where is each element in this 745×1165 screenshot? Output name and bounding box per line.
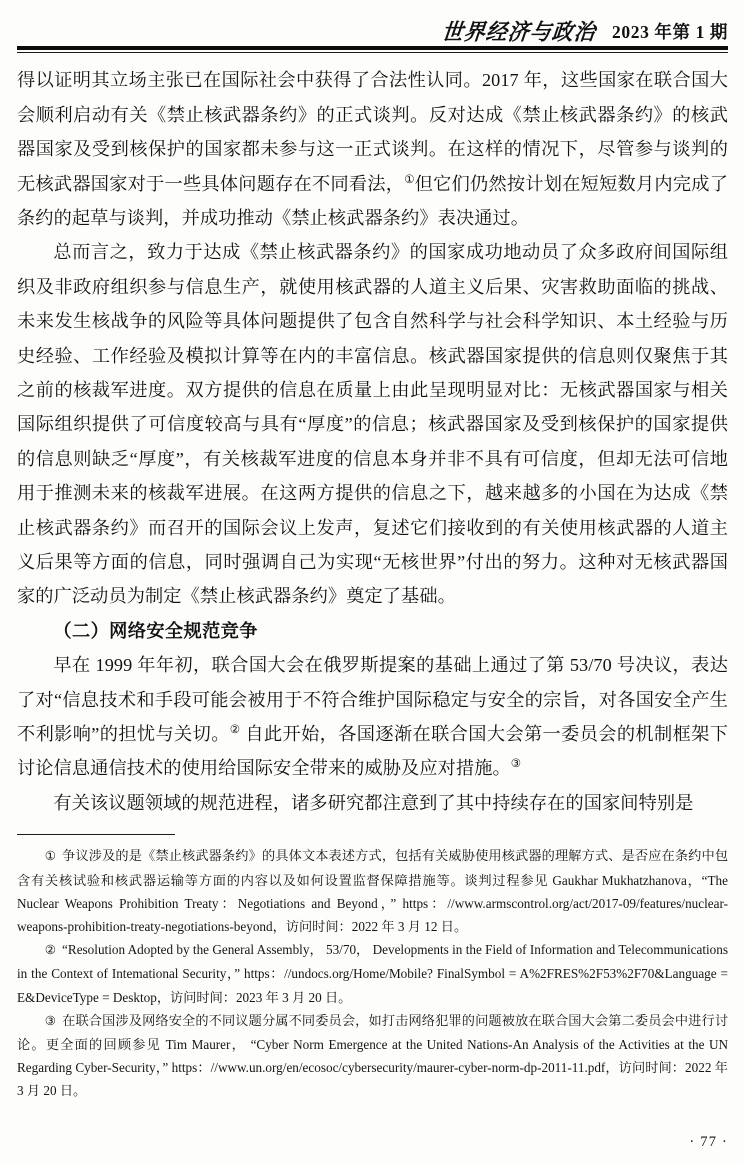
paragraph-2: 总而言之，致力于达成《禁止核武器条约》的国家成功地动员了众多政府间国际组织及非政府组织参与信息生产，就使用核武器的人道主义后果、灾害救助面临的挑战、未来发生核战争的风险等具体问题提供了包含自然科学与社会科学知识、本土经验与历史经验、工作经验及模拟计算等在内的丰富信息。核武器国家提供的信息则仅聚焦于其之前的核裁军进度。双方提供的信息在质量上由此呈现明显对比：无核武器国家与相关国际组织提供了可信度较高与具有“厚度”的信息；核武器国家及受到核保护的国家提供的信息则缺乏“厚度”，有关核裁军进度的信息本身并非不具有可信度，但却无法可信地用于推测未来的核裁军进展。在这两方提供的信息之下，越来越多的小国在为达成《禁止核武器条约》而召开的国际会议上发声，复述它们接收到的有关使用核武器的人道主义后果等方面的信息，同时强调自己为实现“无核世界”付出的努力。这种对无核武器国家的广泛动员为制定《禁止核武器条约》奠定了基础。 bbox=[17, 242, 728, 607]
footnote-marker: ③ bbox=[44, 1013, 57, 1028]
footnote-text: “Resolution Adopted by the General Assembly， 53/70， Developments in the Field of Information and Telecommunications in the Context of Intemational Security，” https：//undocs.org/Home/Mobile? FinalSymbol = A%2FRES%2F53%2F70&Language = E&DeviceType = Desktop，访问时间：2023 年 3 月 20 日。 bbox=[17, 942, 728, 1005]
paragraph-3-part2: 自此开始，各国逐渐在联合国大会第一委员会的机制框架下讨论信息通信技术的使用给国际安全带来的威胁及应对措施。 bbox=[17, 724, 729, 779]
footnote-item bbox=[17, 938, 728, 1009]
paragraph-1-text: 得以证明其立场主张已在国际社会中获得了合法性认同。2017 年，这些国家在联合国大会顺利启动有关《禁止核武器条约》的正式谈判。反对达成《禁止核武器条约》的核武器国家及受到核保护的国家都未参与这一正式谈判。在这样的情况下，尽管参与谈判的无核武器国家对于一些具体问题存在不同看法， bbox=[17, 70, 728, 194]
footnotes-block bbox=[17, 844, 728, 1102]
paragraph-3 bbox=[17, 648, 728, 786]
footnote-separator-rule bbox=[17, 834, 175, 835]
footnote-item bbox=[17, 844, 728, 938]
footnote-ref-2[interactable]: ② bbox=[229, 723, 241, 736]
footnote-ref-1[interactable]: ① bbox=[404, 173, 415, 186]
page-number: · 77 · bbox=[689, 1134, 728, 1150]
footnote-text: 在联合国涉及网络安全的不同议题分属不同委员会，如打击网络犯罪的问题被放在联合国大会第二委员会中进行讨论。更全面的回顾参见 Tim Maurer， “Cyber Norm Emergence at the United Nations-An Analysis of the Activities at the UN Regarding Cyber-Security，” https：//www.un.org/en/ecosoc/cybersecurity/maurer-cyber-norm-dp-2011-11.pdf，访问时间：2022 年 3 月 20 日。 bbox=[17, 1012, 729, 1099]
issue-label: 2023 年第 1 期 bbox=[612, 21, 728, 42]
paragraph-4: 有关该议题领域的规范进程，诸多研究都注意到了其中持续存在的国家间特别是 bbox=[53, 792, 694, 813]
body-text bbox=[17, 63, 728, 820]
paragraph-1-tail: 但它们仍然按计划在短短数月内完成了条约的起草与谈判，并成功推动《禁止核武器条约》表决通过。 bbox=[17, 173, 728, 228]
footnote-item bbox=[17, 1009, 728, 1103]
paragraph-3-part1: 早在 1999 年年初，联合国大会在俄罗斯提案的基础上通过了第 53/70 号决议，表达了对“信息技术和手段可能会被用于不符合维护国际稳定与安全的宗旨，对各国安全产生不利影响”的担忧与关切。 bbox=[17, 655, 728, 745]
footnote-marker: ② bbox=[44, 943, 57, 958]
section-heading: （二）网络安全规范竞争 bbox=[53, 620, 258, 641]
journal-logo: 世界经济与政治 bbox=[440, 18, 598, 45]
header-rule-thick bbox=[17, 46, 728, 50]
paragraph-continued bbox=[17, 63, 728, 235]
header-rule-thin bbox=[17, 52, 728, 53]
running-head bbox=[17, 0, 728, 44]
footnote-text: 争议涉及的是《禁止核武器条约》的具体文本表述方式，包括有关威胁使用核武器的理解方式、是否应在条约中包含有关核试验和核武器运输等方面的内容以及如何设置监督保障措施等。谈判过程参见 Gaukhar Mukhatzhanova，“The Nuclear Weapons Prohibition Treaty：Negotiations and Beyond，” https：//www.armscontrol.org/act/2017-09/features/nuclear-weapons-prohibition-treaty-negotiations-beyond，访问时间：2022 年 3 月 12 日。 bbox=[17, 848, 729, 935]
footnote-marker: ① bbox=[44, 849, 57, 864]
footnote-ref-3[interactable]: ③ bbox=[510, 758, 522, 771]
